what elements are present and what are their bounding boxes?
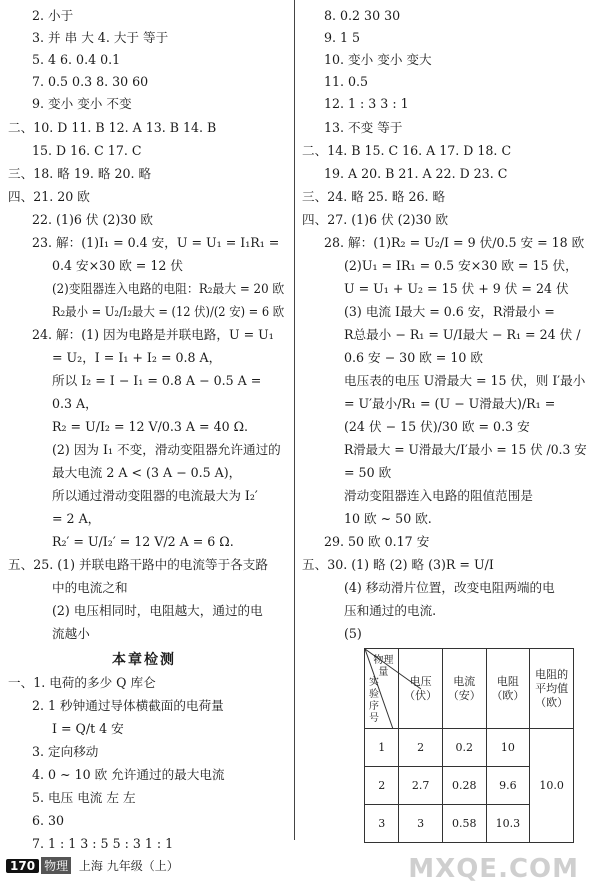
cell-average: 10.0 <box>530 729 574 843</box>
right-answer-line: (4) 移动滑片位置，改变电阻两端的电 <box>344 580 555 595</box>
left-answer-line: 5. 4 6. 0.4 0.1 <box>32 52 121 67</box>
header-average: 电阻的平均值（欧） <box>530 649 574 729</box>
left-answer-line: 7. 0.5 0.3 8. 30 60 <box>32 74 149 89</box>
left-answer-line: 四、21. 20 欧 <box>8 189 90 204</box>
table-row <box>365 729 574 767</box>
cell-current: 0.28 <box>442 767 486 805</box>
left-answer-line: 最大电流 2 A < (3 A − 0.5 A)， <box>52 465 242 480</box>
left-answer-line: 流越小 <box>52 626 90 641</box>
right-answer-line: = 50 欧 <box>344 465 392 480</box>
left-answer-line: 23. 解：(1)I₁ = 0.4 安，U = U₁ = I₁R₁ = <box>32 235 280 250</box>
header-voltage: 电压（伏） <box>399 649 443 729</box>
left-answer-line: 6. 30 <box>32 813 65 828</box>
corner-top-label: 物理量 <box>373 655 394 678</box>
left-answer-line: 7. 1 : 1 3 : 5 5 : 3 1 : 1 <box>32 836 174 851</box>
header-current: 电流（安） <box>442 649 486 729</box>
watermark-logo: MXQE.COM <box>408 854 579 884</box>
right-answer-line: 滑动变阻器连入电路的阻值范围是 <box>344 488 533 503</box>
left-answer-line: 所以通过滑动变阻器的电流最大为 I₂′ <box>52 488 258 503</box>
right-answer-line: (2)U₁ = IR₁ = 0.5 安×30 欧 = 15 伏， <box>344 258 578 273</box>
left-answer-line: 一、1. 电荷的多少 Q 库仑 <box>8 675 156 690</box>
left-answer-line: 2. 1 秒钟通过导体横截面的电荷量 <box>32 698 224 713</box>
right-answer-line: R总最小 − R₁ = U/I最大 − R₁ = 24 伏 / <box>344 327 581 342</box>
page-footer <box>6 857 179 874</box>
right-answer-line: 三、24. 略 25. 略 26. 略 <box>302 189 446 204</box>
column-divider <box>294 0 295 840</box>
right-answer-line: 13. 不变 等于 <box>324 120 403 135</box>
left-answer-line: 3. 并 串 大 4. 大于 等于 <box>32 30 169 45</box>
left-answer-line: 15. D 16. C 17. C <box>32 143 142 158</box>
left-answer-line: 五、25. (1) 并联电路干路中的电流等于各支路 <box>8 557 268 572</box>
left-answer-line: 3. 定向移动 <box>32 744 99 759</box>
cell-voltage: 2 <box>399 729 443 767</box>
right-answer-line: (5) <box>344 626 362 641</box>
right-answer-line: 19. A 20. B 21. A 22. D 23. C <box>324 166 508 181</box>
cell-current: 0.2 <box>442 729 486 767</box>
corner-bottom-label: 实验序号 <box>369 677 379 724</box>
left-answer-line: 2. 小于 <box>32 8 74 23</box>
left-answer-line: 9. 变小 变小 不变 <box>32 96 132 111</box>
right-answer-line: 五、30. (1) 略 (2) 略 (3)R = U/I <box>302 557 494 572</box>
left-answer-line: I = Q/t 4 安 <box>52 721 124 736</box>
right-answer-line: = U′最小/R₁ = (U − U滑最大)/R₁ = <box>344 396 556 411</box>
right-answer-line: 10 欧 ~ 50 欧. <box>344 511 432 526</box>
cell-resistance: 9.6 <box>486 767 530 805</box>
row-index: 1 <box>365 729 399 767</box>
right-answer-line: 11. 0.5 <box>324 74 369 89</box>
right-answer-line: 四、27. (1)6 伏 (2)30 欧 <box>302 212 449 227</box>
left-answer-line: 0.3 A， <box>52 396 98 411</box>
right-answer-line: R滑最大 = U滑最大/I′最小 = 15 伏 /0.3 安 <box>344 442 587 457</box>
right-answer-line: 电压表的电压 U滑最大 = 15 伏，则 I′最小 <box>344 373 586 388</box>
right-answer-line: 29. 50 欧 0.17 安 <box>324 534 430 549</box>
right-answer-line: 9. 1 5 <box>324 30 361 45</box>
cell-current: 0.58 <box>442 805 486 843</box>
right-answer-line: 压和通过的电流. <box>344 603 437 618</box>
page-number: 170 <box>6 859 39 873</box>
cell-resistance: 10 <box>486 729 530 767</box>
cell-voltage: 2.7 <box>399 767 443 805</box>
left-answer-line: 4. 0 ~ 10 欧 允许通过的最大电流 <box>32 767 225 782</box>
cell-resistance: 10.3 <box>486 805 530 843</box>
left-answer-line: R₂ = U/I₂ = 12 V/0.3 A = 40 Ω. <box>52 419 249 434</box>
left-answer-line: 22. (1)6 伏 (2)30 欧 <box>32 212 153 227</box>
table-corner-cell <box>365 649 399 729</box>
section-title: 本章检测 <box>112 652 176 668</box>
left-answer-line: (2)变阻器连入电路的电阻：R₂最大 = 20 欧 <box>52 281 285 296</box>
right-answer-line: 0.6 安 − 30 欧 = 10 欧 <box>344 350 483 365</box>
left-answer-line: = U₂，I = I₁ + I₂ = 0.8 A， <box>52 350 222 365</box>
right-answer-line: 二、14. B 15. C 16. A 17. D 18. C <box>302 143 512 158</box>
right-answer-line: 12. 1 : 3 3 : 1 <box>324 96 409 111</box>
left-answer-line: 24. 解：(1) 因为电路是并联电路，U = U₁ <box>32 327 274 342</box>
left-answer-line: 中的电流之和 <box>52 580 128 595</box>
right-answer-line: (3) 电流 I最大 = 0.6 安，R滑最小 = <box>344 304 555 319</box>
left-answer-line: 三、18. 略 19. 略 20. 略 <box>8 166 152 181</box>
right-answer-line: 10. 变小 变小 变大 <box>324 52 432 67</box>
left-answer-line: 二、10. D 11. B 12. A 13. B 14. B <box>8 120 217 135</box>
left-answer-line: R₂最小 = U₂/I₂最大 = (12 伏)/(2 安) = 6 欧 <box>52 304 285 319</box>
left-answer-line: = 2 A， <box>52 511 101 526</box>
row-index: 2 <box>365 767 399 805</box>
right-answer-line: 28. 解：(1)R₂ = U₂/I = 9 伏/0.5 安 = 18 欧 <box>324 235 585 250</box>
subject-tag: 物理 <box>41 857 71 874</box>
left-answer-line: (2) 电压相同时，电阻越大，通过的电 <box>52 603 263 618</box>
row-index: 3 <box>365 805 399 843</box>
left-answer-line: 5. 电压 电流 左 左 <box>32 790 136 805</box>
right-answer-line: 8. 0.2 30 30 <box>324 8 401 23</box>
left-answer-line: (2) 因为 I₁ 不变，滑动变阻器允许通过的 <box>52 442 281 457</box>
edition-label: 上海 九年级（上） <box>78 859 179 873</box>
cell-voltage: 3 <box>399 805 443 843</box>
left-answer-line: 0.4 安×30 欧 = 12 伏 <box>52 258 183 273</box>
header-resistance: 电阻（欧） <box>486 649 530 729</box>
left-answer-line: 所以 I₂ = I − I₁ = 0.8 A − 0.5 A = <box>52 373 262 388</box>
data-table <box>364 648 574 843</box>
left-answer-line: R₂′ = U/I₂′ = 12 V/2 A = 6 Ω. <box>52 534 234 549</box>
right-answer-line: U = U₁ + U₂ = 15 伏 + 9 伏 = 24 伏 <box>344 281 569 296</box>
right-answer-line: (24 伏 − 15 伏)/30 欧 = 0.3 安 <box>344 419 530 434</box>
